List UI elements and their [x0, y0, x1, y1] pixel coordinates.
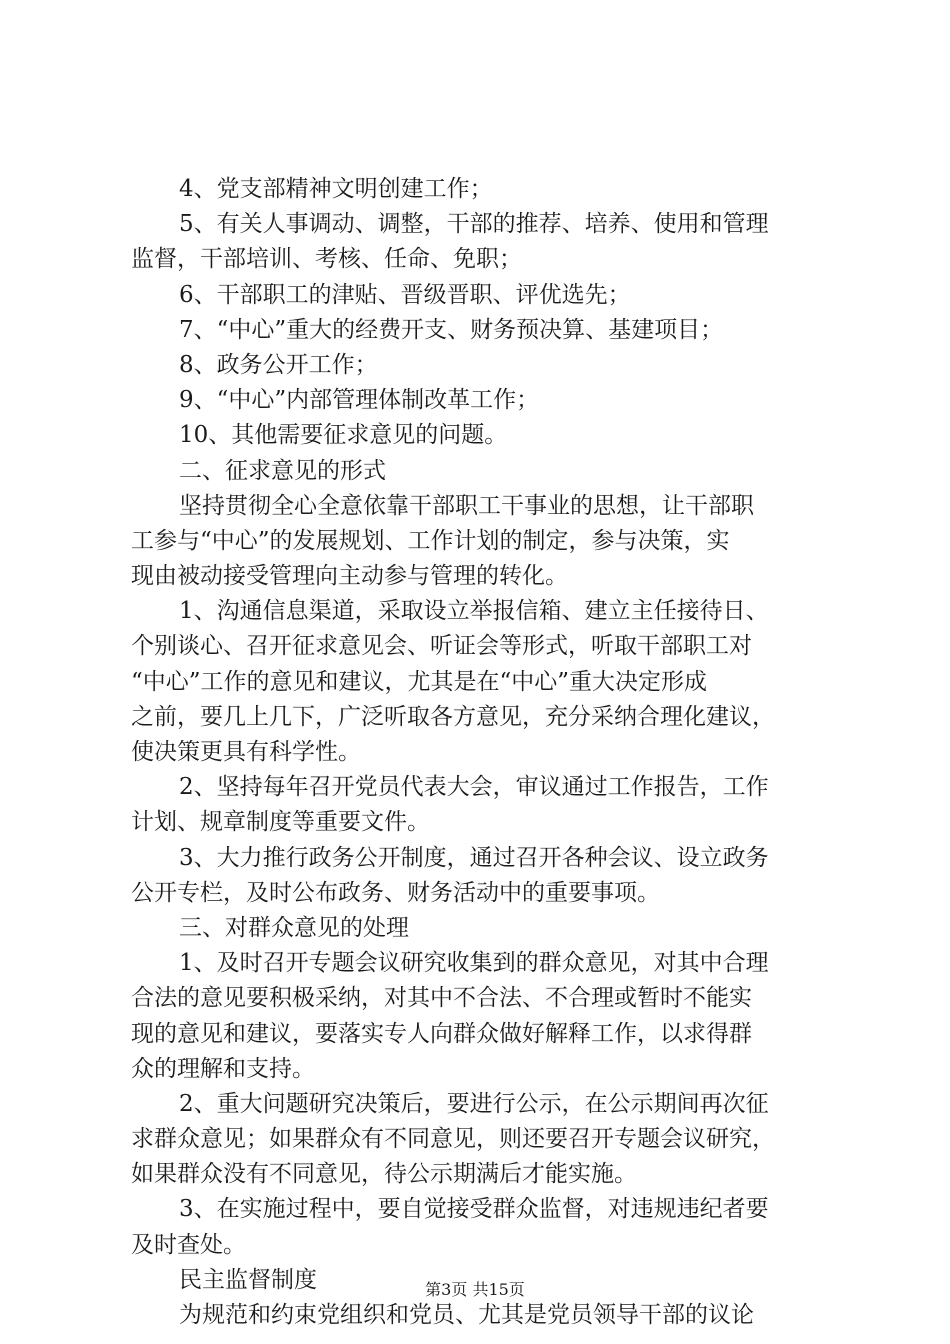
paragraph-line: 5、有关人事调动、调整，干部的推荐、培养、使用和管理: [179, 211, 769, 238]
paragraph-line: 10、其他需要征求意见的问题。: [179, 422, 508, 449]
page-number-footer: 第3页 共15页: [425, 1280, 525, 1299]
section-heading: 三、对群众意见的处理: [179, 914, 409, 941]
paragraph-line: 求群众意见；如果群众有不同意见，则还要召开专题会议研究，: [131, 1126, 775, 1153]
paragraph-line: 及时查处。: [131, 1231, 246, 1258]
paragraph-line: 个别谈心、召开征求意见会、听证会等形式，听取干部职工对: [131, 633, 752, 660]
paragraph-line: 7、“中心”重大的经费开支、财务预决算、基建项目；: [179, 316, 724, 343]
paragraph-line: 工参与“中心”的发展规划、工作计划的制定，参与决策，实: [131, 527, 730, 554]
paragraph-line: 众的理解和支持。: [131, 1055, 315, 1082]
section-heading: 二、征求意见的形式: [179, 457, 386, 484]
document-body: [131, 172, 831, 1333]
paragraph-line: 合法的意见要积极采纳，对其中不合法、不合理或暂时不能实: [131, 985, 752, 1012]
paragraph-line: 之前，要几上几下，广泛听取各方意见，充分采纳合理化建议，: [131, 703, 775, 730]
section-heading: 民主监督制度: [179, 1266, 317, 1293]
paragraph-line: “中心”工作的意见和建议，尤其是在“中心”重大决定形成: [131, 668, 708, 695]
paragraph-line: 3、在实施过程中，要自觉接受群众监督，对违规违纪者要: [179, 1196, 769, 1223]
paragraph-line: 现由被动接受管理向主动参与管理的转化。: [131, 563, 568, 590]
paragraph-line: 监督，干部培训、考核、任命、免职；: [131, 246, 522, 273]
paragraph-line: 使决策更具有科学性。: [131, 739, 361, 765]
paragraph-line: 3、大力推行政务公开制度，通过召开各种会议、设立政务: [179, 844, 769, 871]
paragraph-line: 坚持贯彻全心全意依靠干部职工干事业的思想，让干部职: [179, 492, 754, 519]
paragraph-line: 现的意见和建议，要落实专人向群众做好解释工作，以求得群: [131, 1020, 752, 1047]
paragraph-line: 6、干部职工的津贴、晋级晋职、评优选先；: [179, 281, 631, 308]
paragraph-line: 公开专栏，及时公布政务、财务活动中的重要事项。: [131, 879, 660, 906]
paragraph-line: 2、坚持每年召开党员代表大会，审议通过工作报告，工作: [179, 774, 769, 801]
paragraph-line: 计划、规章制度等重要文件。: [131, 809, 430, 836]
paragraph-line: 4、党支部精神文明创建工作；: [179, 176, 493, 202]
paragraph-line: 8、政务公开工作；: [179, 351, 378, 378]
paragraph-line: 如果群众没有不同意见，待公示期满后才能实施。: [131, 1161, 637, 1188]
paragraph-line: 2、重大问题研究决策后，要进行公示，在公示期间再次征: [179, 1090, 769, 1117]
paragraph-line: 9、“中心”内部管理体制改革工作；: [179, 387, 540, 414]
paragraph-line: 为规范和约束党组织和党员、尤其是党员领导干部的议论: [179, 1302, 754, 1328]
paragraph-line: 1、沟通信息渠道，采取设立举报信箱、建立主任接待日、: [179, 598, 769, 625]
paragraph-line: 1、及时召开专题会议研究收集到的群众意见，对其中合理: [179, 950, 769, 977]
